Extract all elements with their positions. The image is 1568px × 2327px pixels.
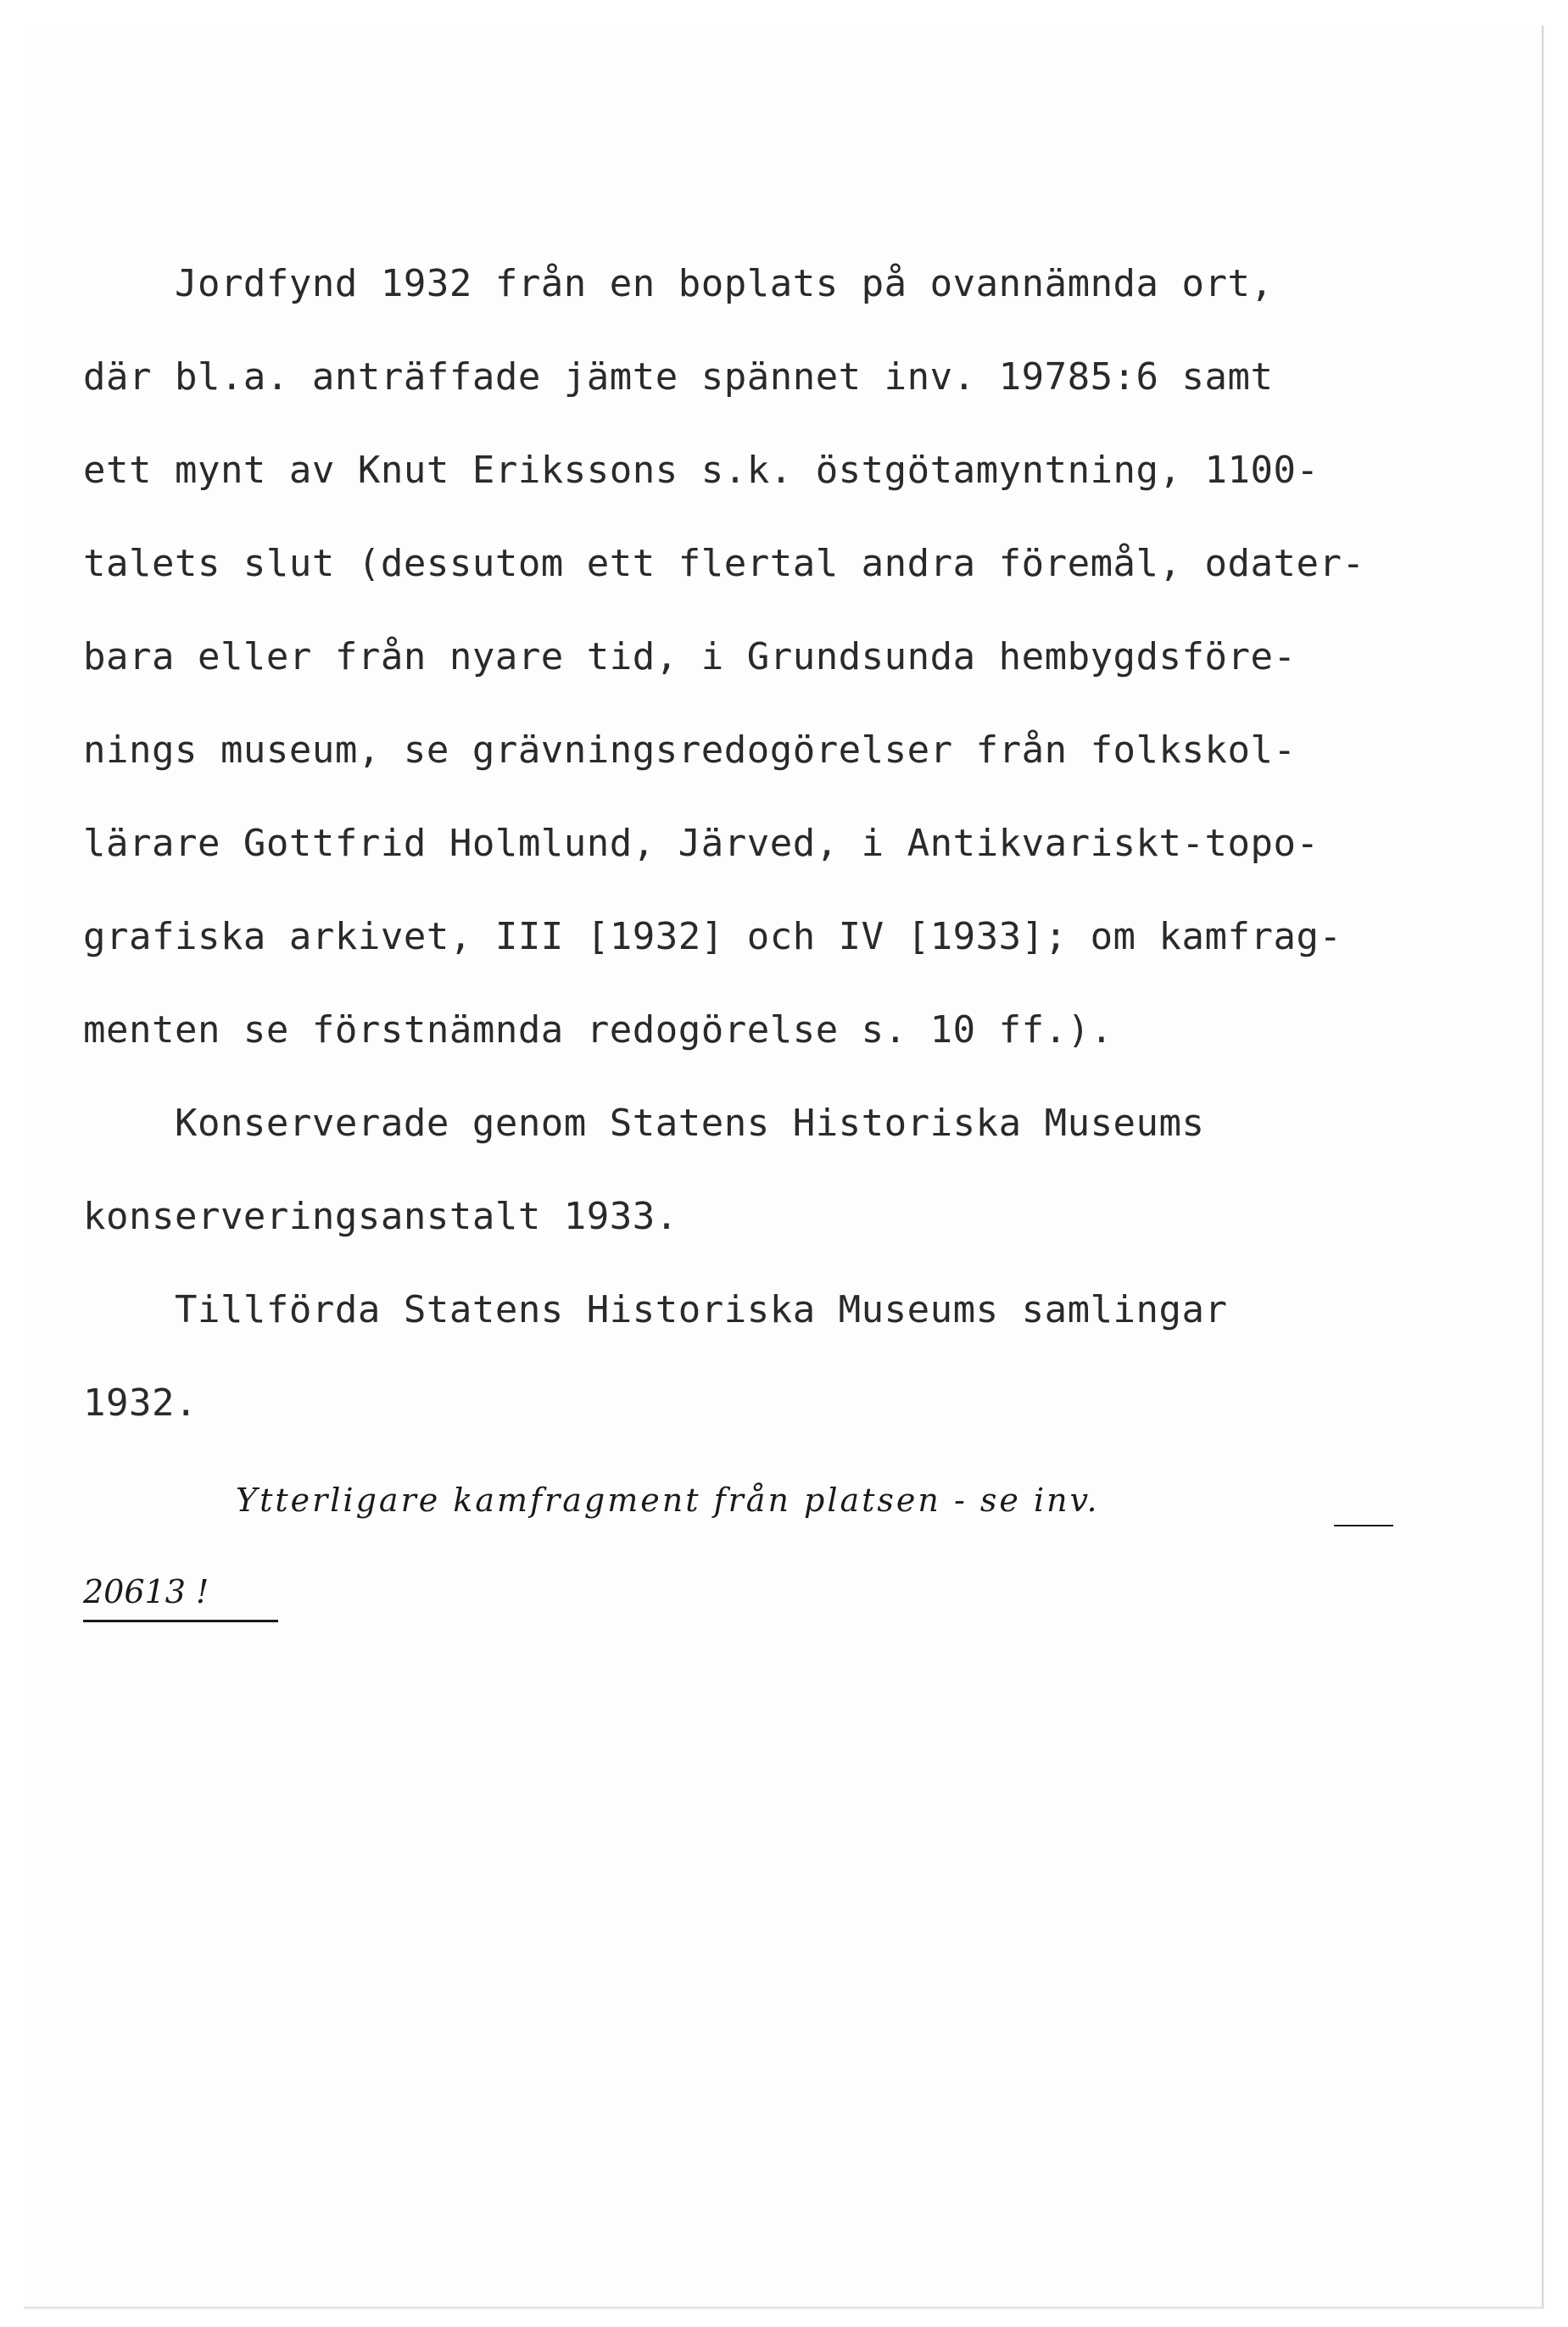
typed-line-10: Konserverade genom Statens Historiska Museums bbox=[83, 1102, 1205, 1145]
handwritten-note-line-1: Ytterligare kamfragment från platsen - se inv. bbox=[236, 1482, 1100, 1519]
typed-line-9: menten se förstnämnda redogörelse s. 10 ff.). bbox=[83, 1008, 1113, 1052]
typed-line-5: bara eller från nyare tid, i Grundsunda hembygdsföre- bbox=[83, 635, 1297, 678]
typed-line-8: grafiska arkivet, III [1932] och IV [1933]; om kamfrag- bbox=[83, 915, 1342, 958]
typed-line-12: Tillförda Statens Historiska Museums samlingar bbox=[83, 1288, 1228, 1331]
typed-line-13: 1932. bbox=[83, 1381, 198, 1425]
typed-line-3: ett mynt av Knut Erikssons s.k. östgötamyntning, 1100- bbox=[83, 449, 1320, 492]
typed-line-6: nings museum, se grävningsredogörelser från folkskol- bbox=[83, 728, 1297, 772]
handwritten-note-line-2: 20613 ! bbox=[83, 1573, 209, 1610]
typed-line-4: talets slut (dessutom ett flertal andra föremål, odater- bbox=[83, 542, 1365, 585]
typed-line-2: där bl.a. anträffade jämte spännet inv. 19785:6 samt bbox=[83, 355, 1274, 399]
catalog-card bbox=[24, 25, 1543, 2308]
typed-line-7: lärare Gottfrid Holmlund, Järved, i Antikvariskt-topo- bbox=[83, 822, 1320, 865]
typed-line-1: Jordfynd 1932 från en boplats på ovannämnda ort, bbox=[83, 262, 1274, 305]
typed-line-11: konserveringsanstalt 1933. bbox=[83, 1195, 678, 1238]
handwritten-underline-number bbox=[83, 1620, 278, 1622]
handwritten-underline-inv bbox=[1334, 1525, 1393, 1526]
